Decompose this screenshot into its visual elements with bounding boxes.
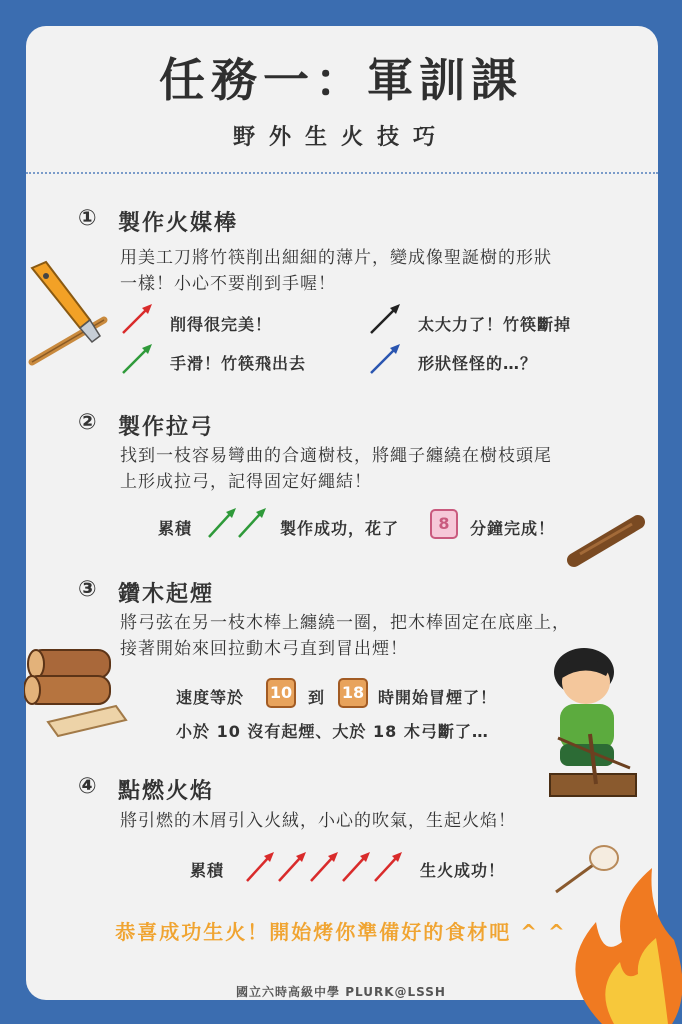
outcome-perfect-label: 削得很完美！ xyxy=(170,315,273,334)
section1-description-line2: 一樣！小心不要削到手喔！ xyxy=(120,274,336,294)
speed-prefix: 速度等於 xyxy=(176,688,245,707)
section4-accumulate-label: 累積 xyxy=(190,861,225,880)
green-sticks-icon xyxy=(206,506,272,540)
outcome-slip-label: 手滑！竹筷飛出去 xyxy=(170,354,307,373)
section1-number: ① xyxy=(78,206,97,231)
section2-success-text: 製作成功，花了 xyxy=(280,519,400,538)
section2-minutes-suffix: 分鐘完成！ xyxy=(470,519,556,538)
outcome-broken-label: 太大力了！竹筷斷掉 xyxy=(418,315,572,334)
header-divider xyxy=(26,172,658,174)
section3-description-line1: 將弓弦在另一枝木棒上纏繞一圈，把木棒固定在底座上， xyxy=(120,613,570,633)
red-stick-icon xyxy=(311,852,338,881)
range-low-badge: 10 xyxy=(266,678,296,708)
red-stick-icon xyxy=(247,852,274,881)
section4-title: 點燃火焰 xyxy=(118,779,215,804)
section3-note: 小於 10 沒有起煙、大於 18 木弓斷了… xyxy=(176,722,489,741)
broken-stick-icon xyxy=(368,302,402,336)
section1-description-line1: 用美工刀將竹筷削出細細的薄片，變成像聖誕樹的形狀 xyxy=(120,248,552,268)
firewood-pile-icon xyxy=(24,632,132,742)
range-high-badge: 18 xyxy=(338,678,368,708)
boy-fire-drill-icon xyxy=(540,646,640,802)
page-title: 任務一：軍訓課 xyxy=(159,53,523,107)
red-stick-icon xyxy=(343,852,370,881)
perfect-stick-icon xyxy=(120,302,154,336)
minutes-badge: 8 xyxy=(430,509,458,539)
speed-suffix: 時開始冒煙了！ xyxy=(378,688,498,707)
branch-icon xyxy=(566,510,646,570)
outcome-weird-label: 形狀怪怪的…？ xyxy=(418,354,538,373)
section3-title: 鑽木起煙 xyxy=(118,582,215,607)
utility-knife-icon xyxy=(24,258,110,370)
red-stick-icon xyxy=(375,852,402,881)
flying-stick-icon xyxy=(120,342,154,376)
section1-title: 製作火媒棒 xyxy=(118,211,239,236)
red-stick-icon xyxy=(279,852,306,881)
footer-credit: 國立六時高級中學 PLURK@LSSH xyxy=(236,985,446,999)
section2-number: ② xyxy=(78,410,97,435)
range-to-label: 到 xyxy=(308,688,326,707)
section3-number: ③ xyxy=(78,577,97,602)
section4-number: ④ xyxy=(78,774,97,799)
final-message: 恭喜成功生火！開始烤你準備好的食材吧 ^ ^ xyxy=(115,920,567,944)
section2-description-line1: 找到一枝容易彎曲的合適樹枝，將繩子纏繞在樹枝頭尾 xyxy=(120,446,552,466)
section3-description-line2: 接著開始來回拉動木弓直到冒出煙！ xyxy=(120,639,408,659)
weird-stick-icon xyxy=(368,342,402,376)
section2-description-line2: 上形成拉弓，記得固定好繩結！ xyxy=(120,472,372,492)
section4-success-text: 生火成功！ xyxy=(420,861,506,880)
red-sticks-row xyxy=(244,848,408,884)
page-subtitle: 野外生火技巧 xyxy=(232,125,449,150)
section4-description: 將引燃的木屑引入火絨，小心的吹氣，生起火焰！ xyxy=(120,811,516,831)
section2-accumulate-label: 累積 xyxy=(158,519,193,538)
section2-title: 製作拉弓 xyxy=(118,415,215,440)
